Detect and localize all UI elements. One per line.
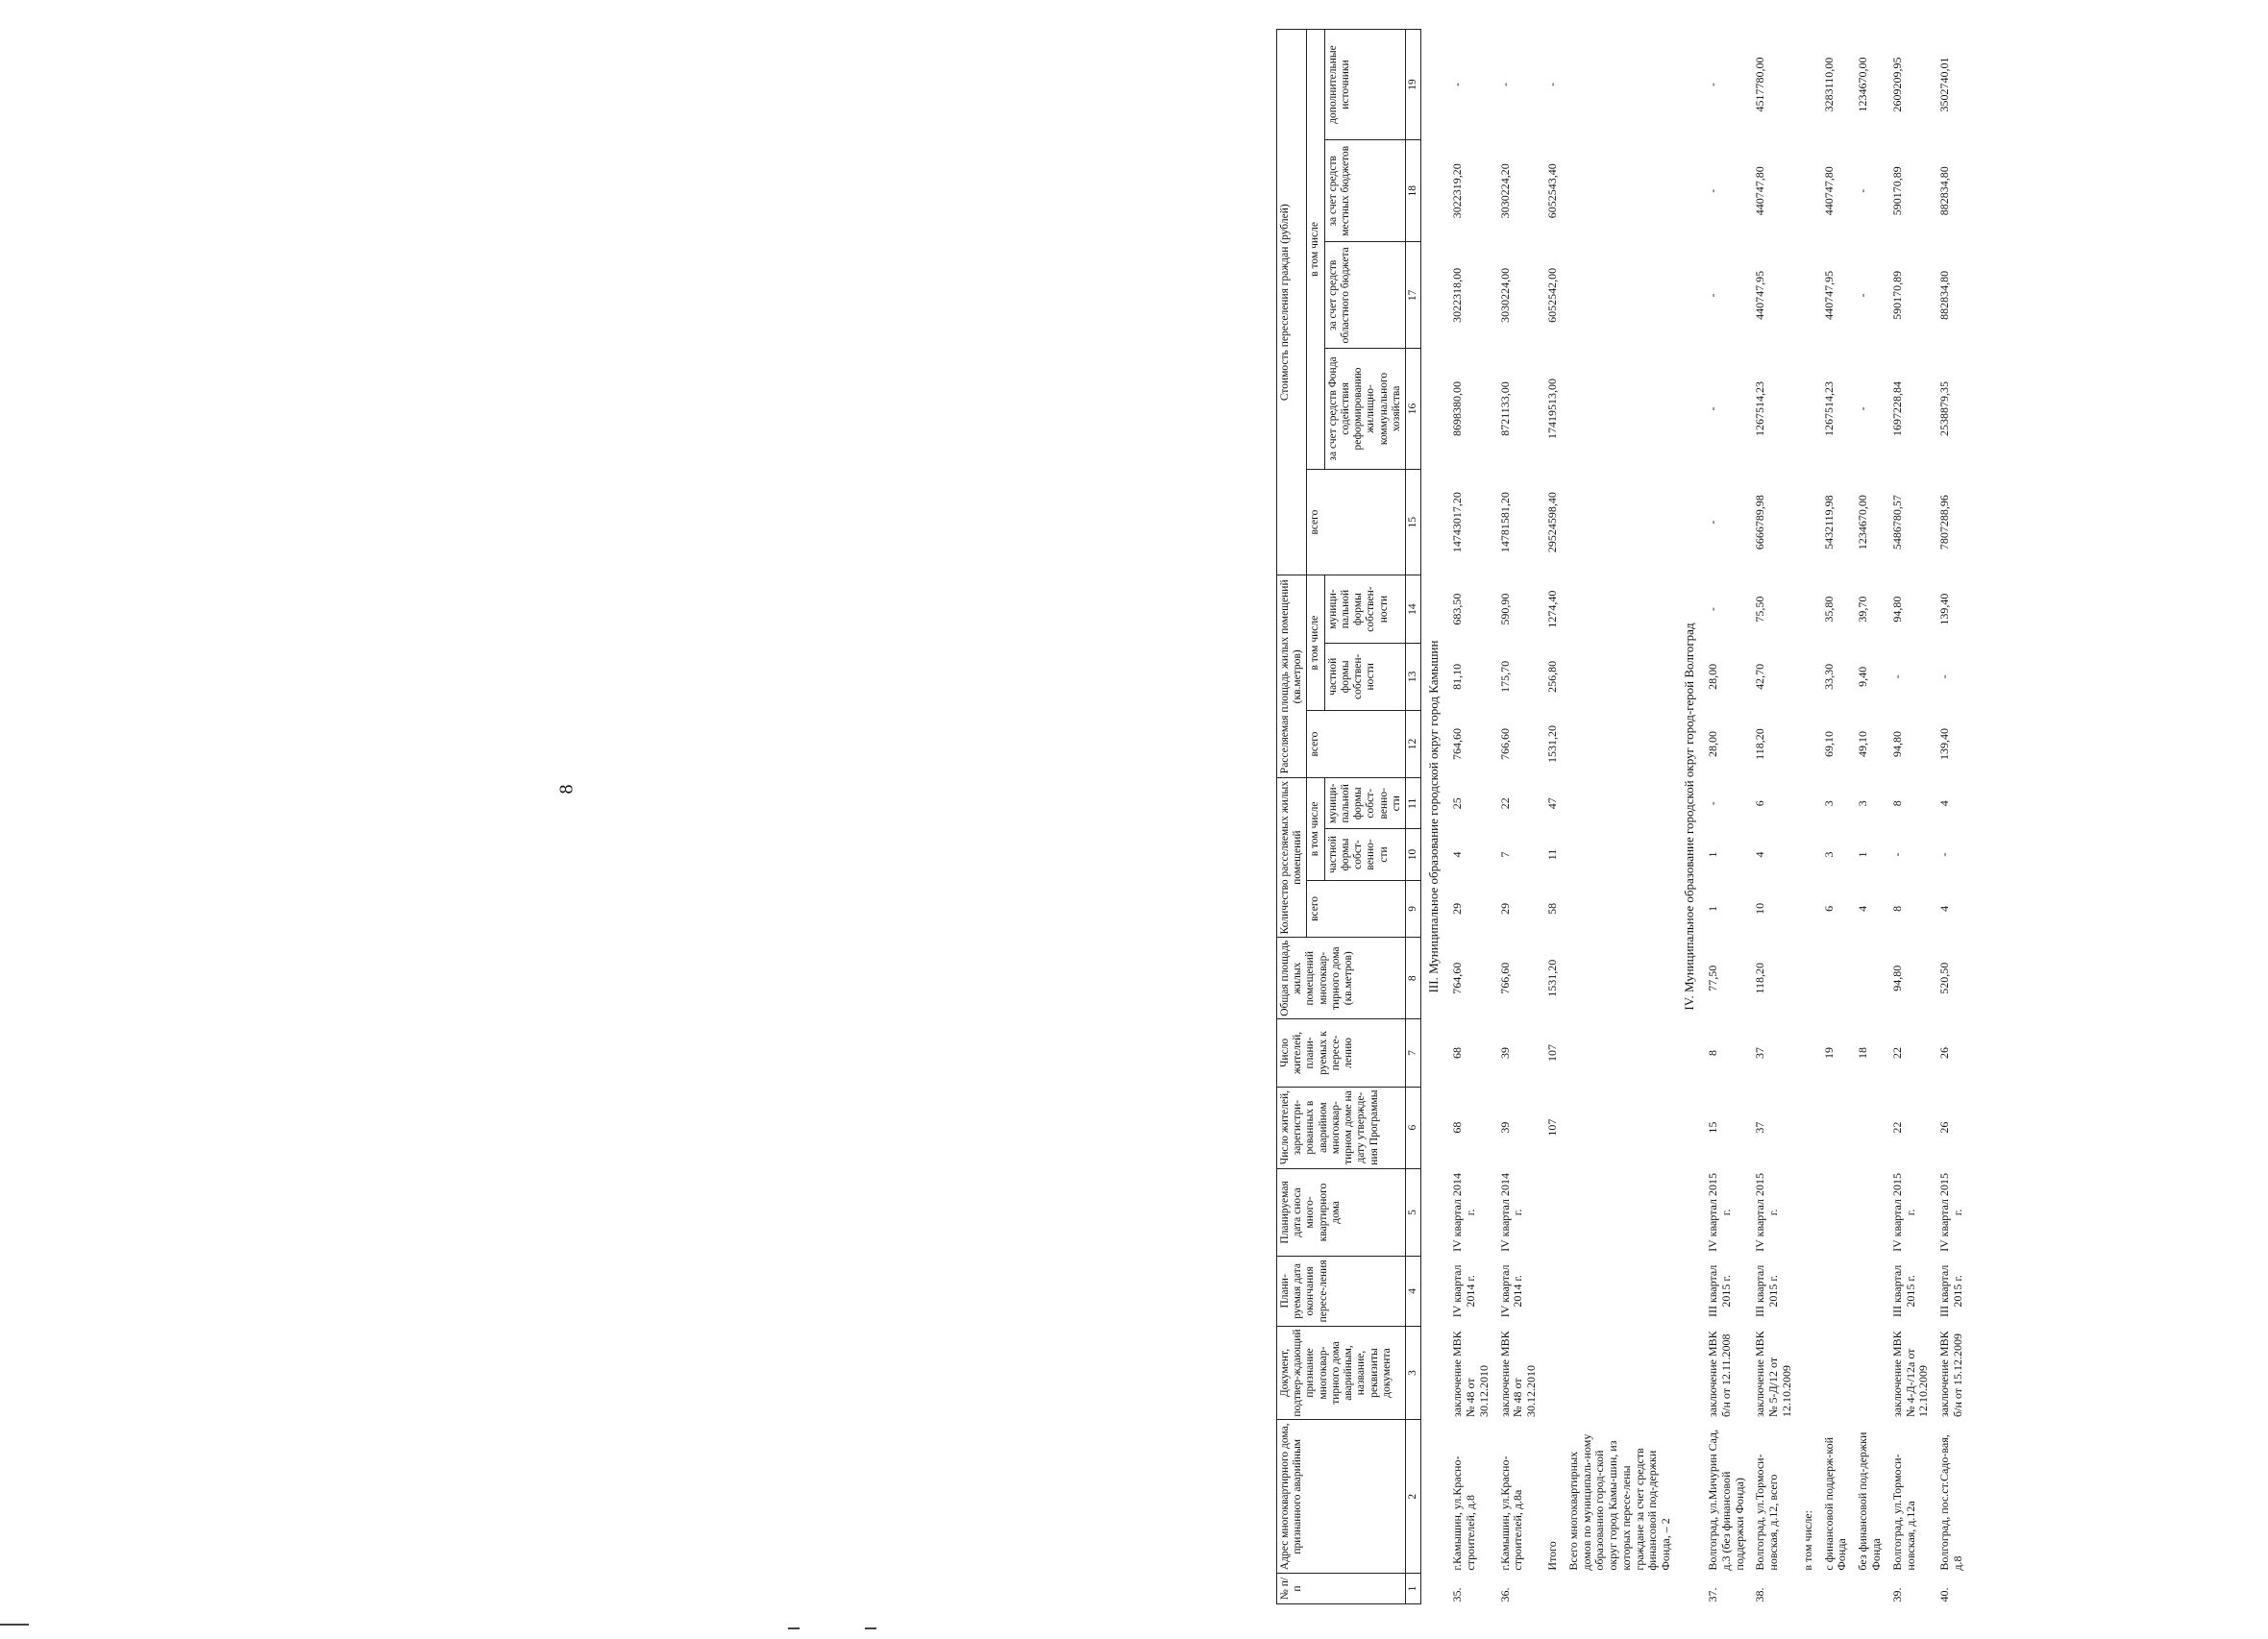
cost-total-cell: 6666789,98 xyxy=(1753,495,1767,550)
cost-region-cell: 3022318,00 xyxy=(1450,267,1465,323)
residents-cell xyxy=(1798,1087,1819,1168)
cost-fund-cell: 8721133,00 xyxy=(1497,381,1512,436)
row-number: 35. xyxy=(1450,1587,1465,1602)
area-cell: 766,60 xyxy=(1497,962,1512,994)
area-municipal-cell: 94,80 xyxy=(1889,596,1904,623)
column-number: 18 xyxy=(1405,140,1420,242)
demolish-cell: IV квартал 2014 г. xyxy=(1450,1173,1477,1252)
header-cost-fund: за счет средств Фонда содействия реформированию жилищно-коммунального хозяйства xyxy=(1324,349,1405,470)
resettlement-table xyxy=(1276,29,1969,1604)
cost-local-cell: 440747,80 xyxy=(1821,166,1836,216)
cost-local-cell: 440747,80 xyxy=(1753,166,1767,216)
count-total-cell: 1 xyxy=(1706,905,1720,912)
area-municipal-cell xyxy=(1798,575,1819,643)
resettle-end-cell: III квартал 2015 г. xyxy=(1889,1264,1917,1318)
to-resettle-cell xyxy=(1798,1019,1819,1087)
document-cell: заключение МВК б/н от 15.12.2009 xyxy=(1937,1331,1964,1417)
cost-region-cell: 440747,95 xyxy=(1821,270,1836,320)
header-demolish: Планируемая дата сноса много-квартирного дома xyxy=(1277,1168,1406,1257)
area-private-cell xyxy=(1798,643,1819,710)
document-cell: заключение МВК № 48 от 30.12.2010 xyxy=(1497,1331,1539,1417)
cost-extra-cell: 1234670,00 xyxy=(1856,57,1870,112)
cost-local-cell: 3030224,20 xyxy=(1497,163,1512,219)
to-resettle-cell: 18 xyxy=(1856,1046,1870,1059)
cost-region-cell: - xyxy=(1856,293,1870,298)
area-total-cell: 28,00 xyxy=(1706,731,1720,758)
demolish-cell xyxy=(1542,1168,1564,1257)
scan-artifact xyxy=(865,1627,876,1629)
area-cell: 77,50 xyxy=(1706,965,1720,991)
cost-local-cell xyxy=(1798,140,1819,242)
residents-cell: 107 xyxy=(1544,1118,1559,1137)
area-cell xyxy=(1798,938,1819,1019)
header-count-total: всего xyxy=(1307,880,1406,938)
cost-total-cell: 1234670,00 xyxy=(1856,495,1870,550)
column-number: 7 xyxy=(1405,1019,1420,1087)
count-total-cell: 4 xyxy=(1856,905,1870,912)
column-number: 17 xyxy=(1405,242,1420,349)
count-municipal-cell: 3 xyxy=(1856,800,1870,807)
header-area: Общая площадь жилых помещений многоквар-тирного дома (кв.метров) xyxy=(1277,938,1406,1019)
cost-region-cell: 440747,95 xyxy=(1753,270,1767,320)
cost-local-cell: 3022319,20 xyxy=(1450,163,1465,219)
address-cell: в том числе: xyxy=(1800,1510,1814,1571)
column-number: 13 xyxy=(1405,643,1420,710)
to-resettle-cell: 8 xyxy=(1706,1049,1720,1056)
header-area-in-that: в том числе xyxy=(1307,575,1324,711)
demolish-cell xyxy=(1819,1168,1854,1257)
count-private-cell: - xyxy=(1889,852,1904,857)
header-resettle-end: Плани-руемая дата окончания пересе-ления xyxy=(1277,1257,1406,1326)
address-cell: г.Камышин, ул.Красно-строителей, д.8 xyxy=(1450,1456,1477,1571)
cost-fund-cell: 2538879,35 xyxy=(1937,380,1952,436)
table-row xyxy=(1798,30,1819,1604)
count-total-cell: 29 xyxy=(1497,902,1512,915)
cost-local-cell: - xyxy=(1856,188,1870,193)
section-title: III. Муниципальное образование городской округ город Камышин xyxy=(1426,640,1442,993)
address-cell: без финансовой под-держки Фонда xyxy=(1856,1431,1883,1571)
residents-cell: 26 xyxy=(1937,1121,1952,1134)
table-row xyxy=(1853,30,1887,1604)
cost-fund-cell: - xyxy=(1856,406,1870,411)
resettle-end-cell: III квартал 2015 г. xyxy=(1937,1264,1964,1318)
header-document: Документ, подтвер-ждающий признание многоквар-тирного дома аварийным, название, реквизиты документа xyxy=(1277,1326,1406,1420)
table-row xyxy=(1447,30,1494,1604)
header-address: Адрес многоквартирного дома, признанного аварийным xyxy=(1277,1420,1406,1574)
count-municipal-cell: 22 xyxy=(1497,797,1512,810)
column-number: 14 xyxy=(1405,575,1420,643)
table-row xyxy=(1495,30,1542,1604)
count-total-cell: 29 xyxy=(1450,902,1465,915)
cost-total-cell: 14743017,20 xyxy=(1450,492,1465,553)
area-private-cell: 33,30 xyxy=(1821,663,1836,690)
scan-artifact xyxy=(0,1624,29,1626)
document-cell: заключение МВК № 48 от 30.12.2010 xyxy=(1450,1331,1491,1417)
cost-total-cell: 5432119,98 xyxy=(1821,495,1836,550)
cost-extra-cell: - xyxy=(1497,83,1512,87)
note-row xyxy=(1564,30,1677,1604)
count-private-cell: - xyxy=(1937,852,1952,857)
cost-extra-cell: 2609209,95 xyxy=(1889,57,1904,112)
to-resettle-cell: 22 xyxy=(1889,1046,1904,1059)
count-private-cell: 11 xyxy=(1544,848,1559,861)
residents-cell: 68 xyxy=(1450,1121,1465,1134)
header-cost-local: за счет средств местных бюджетов xyxy=(1324,140,1405,242)
count-total-cell: 10 xyxy=(1753,902,1767,915)
row-number: 38. xyxy=(1753,1587,1767,1602)
resettle-end-cell xyxy=(1853,1257,1887,1326)
address-cell: Итого xyxy=(1544,1541,1559,1571)
cost-local-cell: 6052543,40 xyxy=(1544,163,1559,219)
area-total-cell: 766,60 xyxy=(1497,728,1512,761)
demolish-cell: IV квартал 2015 г. xyxy=(1889,1173,1917,1252)
cost-total-cell: 5486780,57 xyxy=(1889,495,1904,550)
resettle-end-cell: IV квартал 2014 г. xyxy=(1450,1264,1477,1318)
demolish-cell: IV квартал 2014 г. xyxy=(1497,1173,1525,1252)
address-cell: г.Камышин, ул.Красно-строителей, д.8а xyxy=(1497,1456,1525,1571)
column-numbers-row xyxy=(1405,30,1420,1604)
document-cell: заключение МВК № 4-Д-/12а от 12.10.2009 xyxy=(1889,1331,1931,1417)
area-municipal-cell: 75,50 xyxy=(1753,596,1767,623)
cost-fund-cell: 1267514,23 xyxy=(1753,380,1767,436)
area-cell: 520,50 xyxy=(1937,962,1952,994)
count-private-cell: 3 xyxy=(1821,851,1836,858)
row-number: 40. xyxy=(1937,1587,1952,1602)
column-number: 11 xyxy=(1405,778,1420,829)
cost-region-cell: 6052542,00 xyxy=(1544,267,1559,323)
area-total-cell: 764,60 xyxy=(1450,728,1465,761)
cost-local-cell: 882834,80 xyxy=(1937,166,1952,216)
header-num: № п/п xyxy=(1277,1574,1406,1604)
column-number: 10 xyxy=(1405,829,1420,880)
demolish-cell: IV квартал 2015 г. xyxy=(1753,1173,1781,1252)
document-cell xyxy=(1542,1326,1564,1420)
area-total-cell: 1531,20 xyxy=(1544,725,1559,764)
cost-region-cell: 590170,89 xyxy=(1889,270,1904,320)
column-number: 5 xyxy=(1405,1168,1420,1257)
area-municipal-cell: 590,90 xyxy=(1497,593,1512,625)
row-number xyxy=(1798,1574,1819,1604)
demolish-cell xyxy=(1798,1168,1819,1257)
rotated-document xyxy=(1134,0,2268,1639)
demolish-cell: IV квартал 2015 г. xyxy=(1706,1173,1733,1252)
cost-extra-cell xyxy=(1798,30,1819,140)
residents-cell: 22 xyxy=(1889,1121,1904,1134)
header-residents: Число жителей, зарегистри-рованных в аварийном многоквар-тирном доме на дату утвержде-ния Программы xyxy=(1277,1087,1406,1168)
to-resettle-cell: 107 xyxy=(1544,1043,1559,1062)
section-row xyxy=(1421,30,1447,1604)
cost-local-cell: 590170,89 xyxy=(1889,166,1904,216)
column-number: 6 xyxy=(1405,1087,1420,1168)
area-cell: 764,60 xyxy=(1450,962,1465,994)
table-row xyxy=(1935,30,1969,1604)
area-private-cell: 81,10 xyxy=(1450,663,1465,690)
table-row xyxy=(1887,30,1935,1604)
table-row xyxy=(1542,30,1564,1604)
row-number xyxy=(1853,1574,1887,1604)
header-group-cost: Стоимость переселения граждан (рублей) xyxy=(1277,30,1307,575)
count-municipal-cell xyxy=(1798,778,1819,829)
count-municipal-cell: 3 xyxy=(1821,800,1836,807)
address-cell: Волгоград, пос.ст.Садо-вая, д.8 xyxy=(1937,1434,1964,1571)
column-number: 1 xyxy=(1405,1574,1420,1604)
resettle-end-cell xyxy=(1542,1257,1564,1326)
area-municipal-cell: 683,50 xyxy=(1450,593,1465,625)
address-cell: с финансовой поддерж-кой Фонда xyxy=(1821,1437,1849,1571)
count-private-cell: 1 xyxy=(1856,851,1870,858)
area-total-cell: 94,80 xyxy=(1889,731,1904,758)
cost-total-cell xyxy=(1798,469,1819,575)
residents-cell xyxy=(1819,1087,1854,1168)
resettle-end-cell: III квартал 2015 г. xyxy=(1706,1264,1733,1318)
demolish-cell: IV квартал 2015 г. xyxy=(1937,1173,1964,1252)
table-row xyxy=(1750,30,1797,1604)
to-resettle-cell: 39 xyxy=(1497,1046,1512,1059)
area-private-cell: - xyxy=(1937,674,1952,679)
count-private-cell: 1 xyxy=(1706,851,1720,858)
header-area-total: всего xyxy=(1307,710,1406,777)
address-cell: Волгоград, ул.Мичурин Сад, д.3 (без финансовой поддержки Фонда) xyxy=(1706,1429,1746,1571)
resettle-end-cell: IV квартал 2014 г. xyxy=(1497,1264,1525,1318)
header-cost-region: за счет средств областного бюджета xyxy=(1324,242,1405,349)
residents-cell: 15 xyxy=(1706,1121,1720,1134)
count-total-cell: 8 xyxy=(1889,905,1904,912)
area-private-cell: 175,70 xyxy=(1497,660,1512,693)
cost-fund-cell: 8698380,00 xyxy=(1450,380,1465,436)
area-total-cell: 118,20 xyxy=(1753,728,1767,760)
area-municipal-cell: 139,40 xyxy=(1937,593,1952,625)
count-private-cell: 4 xyxy=(1450,851,1465,858)
area-municipal-cell: 35,80 xyxy=(1821,596,1836,623)
area-private-cell: 42,70 xyxy=(1753,663,1767,690)
residents-cell xyxy=(1853,1087,1887,1168)
cost-total-cell: 14781581,20 xyxy=(1497,492,1512,553)
column-number: 19 xyxy=(1405,30,1420,140)
row-number: 39. xyxy=(1889,1587,1904,1602)
column-number: 9 xyxy=(1405,880,1420,938)
count-total-cell: 4 xyxy=(1937,905,1952,912)
count-municipal-cell: 4 xyxy=(1937,800,1952,807)
area-private-cell: 9,40 xyxy=(1856,666,1870,687)
column-number: 15 xyxy=(1405,469,1420,575)
document-cell: заключение МВК № 5-Д/12 от 12.10.2009 xyxy=(1753,1331,1793,1417)
header-group-count: Количество расселяемых жилых помещений xyxy=(1277,778,1307,938)
cost-fund-cell: 1267514,23 xyxy=(1821,380,1836,436)
area-private-cell: 28,00 xyxy=(1706,663,1720,690)
cost-region-cell xyxy=(1798,242,1819,349)
area-cell: 1531,20 xyxy=(1544,959,1559,997)
header-group-area: Расселяемая площадь жилых помещений (кв.метров) xyxy=(1277,575,1307,778)
column-number: 16 xyxy=(1405,349,1420,470)
address-cell: Волгоград, ул.Тормоси-новская, д.12, всего xyxy=(1753,1454,1781,1571)
document-cell xyxy=(1853,1326,1887,1420)
count-total-cell xyxy=(1798,880,1819,938)
area-municipal-cell: - xyxy=(1706,607,1720,612)
area-total-cell: 69,10 xyxy=(1821,731,1836,758)
area-total-cell xyxy=(1798,710,1819,777)
column-number: 12 xyxy=(1405,710,1420,777)
cost-region-cell: - xyxy=(1706,293,1720,298)
cost-fund-cell: - xyxy=(1706,406,1720,411)
cost-extra-cell: - xyxy=(1706,83,1720,87)
count-total-cell: 58 xyxy=(1544,902,1559,915)
table-body xyxy=(1421,30,1969,1604)
row-number xyxy=(1819,1574,1854,1604)
area-cell xyxy=(1853,938,1887,1019)
cost-total-cell: 7807288,96 xyxy=(1937,495,1952,550)
header-count-private: частной формы собст-венно-сти xyxy=(1324,829,1405,880)
count-total-cell: 6 xyxy=(1821,905,1836,912)
header-cost-total: всего xyxy=(1307,469,1406,575)
column-number: 4 xyxy=(1405,1257,1420,1326)
cost-extra-cell: - xyxy=(1450,83,1465,87)
area-total-cell: 49,10 xyxy=(1856,731,1870,758)
to-resettle-cell: 19 xyxy=(1821,1046,1836,1059)
page-number: 8 xyxy=(555,784,578,795)
column-number: 3 xyxy=(1405,1326,1420,1420)
header-row-1 xyxy=(1277,30,1307,1604)
row-number: 37. xyxy=(1706,1587,1720,1602)
column-number: 2 xyxy=(1405,1420,1420,1574)
cost-total-cell: 29524598,40 xyxy=(1544,492,1559,553)
header-count-in-that: в том числе xyxy=(1307,778,1324,880)
area-total-cell: 139,40 xyxy=(1937,728,1952,761)
address-cell: Волгоград, ул.Тормоси-новская, д.12а xyxy=(1889,1454,1917,1571)
table-row xyxy=(1819,30,1854,1604)
to-resettle-cell: 68 xyxy=(1450,1046,1465,1059)
row-number xyxy=(1542,1574,1564,1604)
cost-total-cell: - xyxy=(1706,520,1720,525)
area-municipal-cell: 39,70 xyxy=(1856,596,1870,623)
count-municipal-cell: 25 xyxy=(1450,797,1465,810)
header-area-private: частной формы собствен-ности xyxy=(1324,643,1405,710)
resettle-end-cell xyxy=(1819,1257,1854,1326)
header-area-municipal: муници-пальной формы собствен-ности xyxy=(1324,575,1405,643)
column-number: 8 xyxy=(1405,938,1420,1019)
count-municipal-cell: 6 xyxy=(1753,800,1767,807)
scan-artifact xyxy=(788,1627,800,1629)
note-filler xyxy=(1564,30,1677,1420)
cost-local-cell: - xyxy=(1706,188,1720,193)
cost-extra-cell: 3502740,01 xyxy=(1937,57,1952,112)
area-cell: 94,80 xyxy=(1889,965,1904,991)
header-count-municipal: муници-пальной формы собст-венно-сти xyxy=(1324,778,1405,829)
header-cost-in-that: в том числе xyxy=(1307,30,1324,470)
to-resettle-cell: 37 xyxy=(1753,1046,1767,1059)
residents-cell: 37 xyxy=(1753,1121,1767,1134)
area-private-cell: - xyxy=(1889,674,1904,679)
cost-region-cell: 3030224,00 xyxy=(1497,267,1512,323)
residents-cell: 39 xyxy=(1497,1121,1512,1134)
header-to-resettle: Число жителей, плани-руемых к пересе-лению xyxy=(1277,1019,1406,1087)
header-cost-extra: дополнительные источники xyxy=(1324,30,1405,140)
section-title: IV. Муниципальное образование городской округ город-герой Волгоград xyxy=(1682,623,1697,1011)
resettle-end-cell xyxy=(1798,1257,1819,1326)
area-private-cell: 256,80 xyxy=(1544,660,1559,693)
section-row xyxy=(1677,30,1703,1604)
area-cell xyxy=(1819,938,1854,1019)
document-cell xyxy=(1798,1326,1819,1420)
cost-fund-cell xyxy=(1798,349,1819,470)
cost-fund-cell: 17419513,00 xyxy=(1544,378,1559,439)
note-spacer xyxy=(1564,1574,1677,1604)
cost-fund-cell: 1697228,84 xyxy=(1889,380,1904,436)
count-municipal-cell: - xyxy=(1706,801,1720,806)
count-private-cell: 4 xyxy=(1753,851,1767,858)
resettle-end-cell: III квартал 2015 г. xyxy=(1753,1264,1781,1318)
section-note: Всего многоквартирных домов по муниципаль-ному образованию город-ской округ город Камы-шин, из которых пересе-лены граждане за счет средств финансовой под-держки Фонда, – 2 xyxy=(1565,1433,1673,1571)
cost-region-cell: 882834,80 xyxy=(1937,270,1952,320)
cost-extra-cell: - xyxy=(1544,83,1559,87)
table-row xyxy=(1703,30,1750,1604)
document-cell xyxy=(1819,1326,1854,1420)
count-municipal-cell: 8 xyxy=(1889,800,1904,807)
row-number: 36. xyxy=(1497,1587,1512,1602)
to-resettle-cell: 26 xyxy=(1937,1046,1952,1059)
count-private-cell xyxy=(1798,829,1819,880)
count-private-cell: 7 xyxy=(1497,851,1512,858)
demolish-cell xyxy=(1853,1168,1887,1257)
document-cell: заключение МВК б/н от 12.11.2008 xyxy=(1706,1331,1733,1417)
area-municipal-cell: 1274,40 xyxy=(1544,590,1559,628)
count-municipal-cell: 47 xyxy=(1544,797,1559,810)
area-cell: 118,20 xyxy=(1753,962,1767,994)
cost-extra-cell: 4517780,00 xyxy=(1753,57,1767,112)
cost-extra-cell: 3283110,00 xyxy=(1821,57,1836,112)
